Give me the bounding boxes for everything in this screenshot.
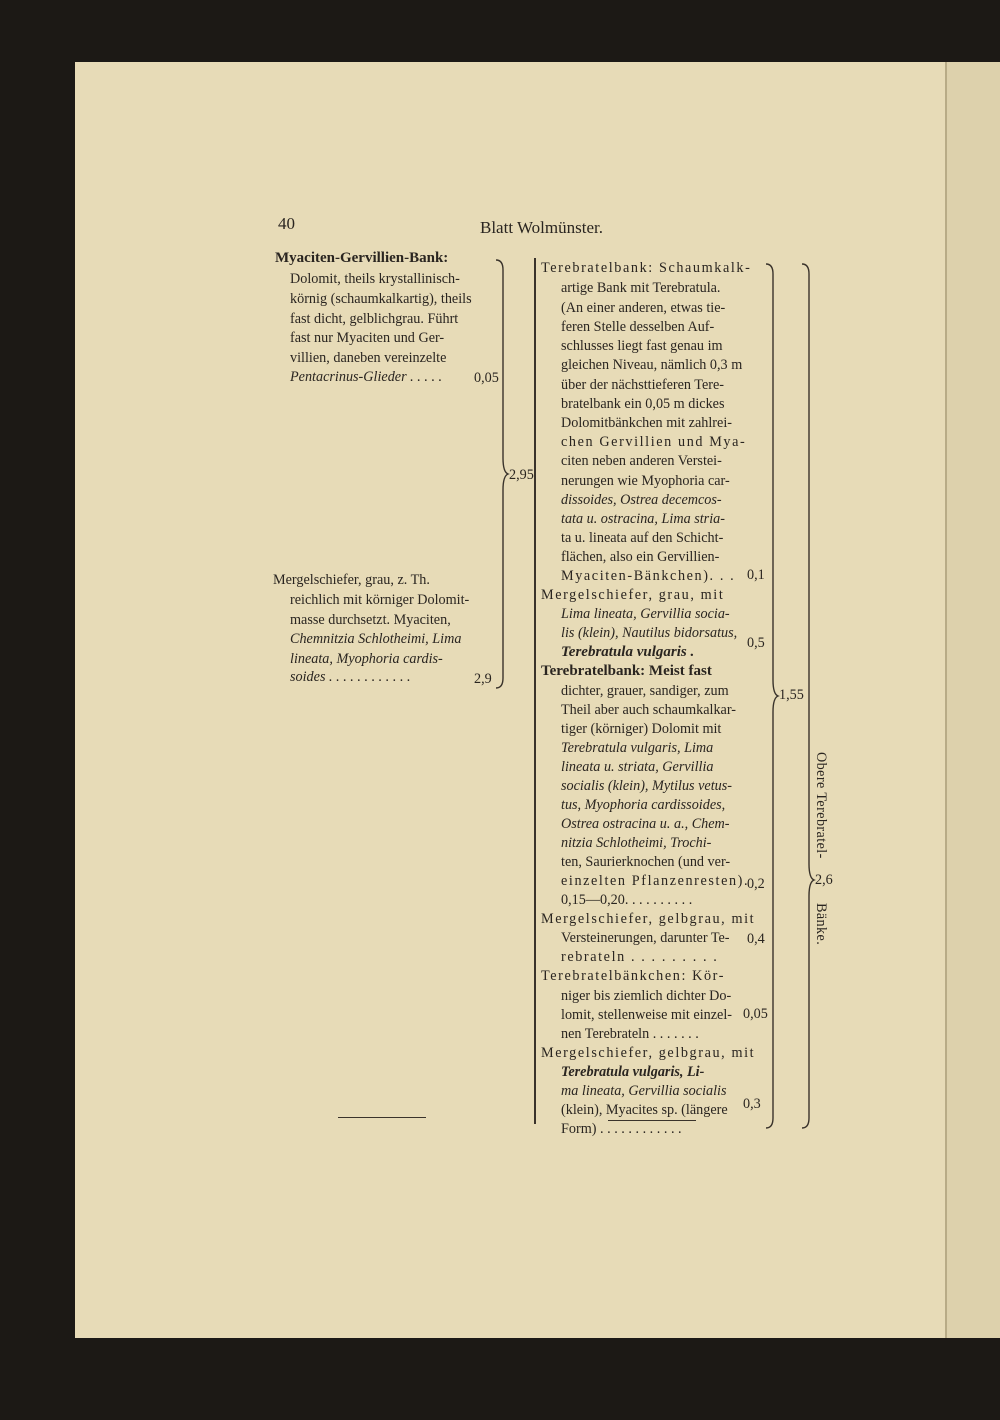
entry-line: dissoides, Ostrea decemcos- (561, 492, 722, 508)
entry-line: Form) . . . . . . . . . . . . (561, 1121, 682, 1137)
entry-line: lis (klein), Nautilus bidorsatus, (561, 625, 738, 641)
entry-line: fast dicht, gelblichgrau. Führt (290, 311, 459, 327)
entry-line: Chemnitzia Schlotheimi, Lima (290, 631, 462, 647)
entry-title: Terebratelbank: Meist fast (541, 663, 712, 679)
entry-line: tata u. ostracina, Lima stria- (561, 511, 725, 527)
entry-line: Terebratula vulgaris . (561, 644, 695, 660)
entry-line: reichlich mit körniger Dolomit- (290, 592, 470, 608)
thickness-value: 0,5 (747, 635, 765, 651)
entry-line: Versteinerungen, darunter Te- (561, 930, 730, 946)
entry-line: chen Gervillien und Mya- (561, 434, 747, 450)
entry-line: schlusses liegt fast genau im (561, 338, 723, 354)
entry-line: Theil aber auch schaumkalkar- (561, 702, 737, 718)
entry-title: Mergelschiefer, gelbgrau, mit (541, 1045, 756, 1061)
page-number: 40 (278, 214, 295, 233)
group-thickness-value: 1,55 (779, 687, 804, 703)
entry-title: Mergelschiefer, gelbgrau, mit (541, 911, 756, 927)
entry-line: citen neben anderen Verstei- (561, 453, 722, 469)
group-label: Obere Terebratel- (813, 752, 829, 859)
brace-left (494, 258, 508, 690)
page-sheet (75, 62, 1000, 1338)
entry-line: Terebratula vulgaris, Lima (561, 740, 714, 756)
entry-line: ma lineata, Gervillia socialis (561, 1083, 727, 1099)
entry-line: niger bis ziemlich dichter Do- (561, 988, 732, 1004)
thickness-value: 0,05 (474, 370, 499, 386)
entry-line: Ostrea ostracina u. a., Chem- (561, 816, 730, 832)
entry-line: gleichen Niveau, nämlich 0,3 m (561, 357, 743, 373)
entry-line: Dolomitbänkchen mit zahlrei- (561, 415, 732, 431)
group-thickness-value: 2,95 (509, 467, 534, 483)
group-thickness-value: 2,6 (815, 872, 833, 888)
entry-line: ten, Saurierknochen (und ver- (561, 854, 731, 870)
entry-line: artige Bank mit Terebratula. (561, 280, 721, 296)
entry-line: Lima lineata, Gervillia socia- (561, 606, 730, 622)
page-edge (945, 62, 1000, 1338)
entry-line: soides . . . . . . . . . . . . (290, 669, 411, 685)
entry-line: Terebratula vulgaris, Li- (561, 1064, 705, 1080)
thickness-value: 2,9 (474, 671, 492, 687)
entry-line: villien, daneben vereinzelte (290, 350, 447, 366)
entry-line: Pentacrinus-Glieder . . . . . (290, 369, 443, 385)
entry-line: über der nächsttieferen Tere- (561, 377, 724, 393)
entry-line: (klein), Myacites sp. (längere (561, 1102, 728, 1118)
end-rule (608, 1120, 696, 1121)
entry-line: fast nur Myaciten und Ger- (290, 330, 445, 346)
entry-line: einzelten Pflanzenresten). (561, 873, 750, 889)
entry-line: bratelbank ein 0,05 m dickes (561, 396, 725, 412)
entry-line: rebrateln . . . . . . . . . (561, 949, 719, 965)
entry-line: tus, Myophoria cardissoides, (561, 797, 726, 813)
entry-line: nitzia Schlotheimi, Trochi- (561, 835, 712, 851)
thickness-value: 0,05 (743, 1006, 768, 1022)
brace-inner (764, 262, 778, 1130)
entry-line: masse durchsetzt. Myaciten, (290, 612, 451, 628)
entry-line: 0,15—0,20. . . . . . . . . . (561, 892, 693, 908)
entry-line: flächen, also ein Gervillien- (561, 549, 720, 565)
entry-title: Myaciten-Gervillien-Bank: (275, 250, 449, 266)
entry-line: lomit, stellenweise mit einzel- (561, 1007, 732, 1023)
entry-title: Terebratelbänkchen: Kör- (541, 968, 726, 984)
entry-title: Terebratelbank: Schaumkalk- (541, 260, 752, 276)
end-rule (338, 1117, 426, 1118)
entry-line: ta u. lineata auf den Schicht- (561, 530, 724, 546)
thickness-value: 0,3 (743, 1096, 761, 1112)
entry-line: (An einer anderen, etwas tie- (561, 300, 726, 316)
entry-line: lineata u. striata, Gervillia (561, 759, 714, 775)
entry-line: nerungen wie Myophoria car- (561, 473, 730, 489)
brace-outer (800, 262, 814, 1130)
thickness-value: 0,2 (747, 876, 765, 892)
entry-line: tiger (körniger) Dolomit mit (561, 721, 722, 737)
entry-line: nen Terebrateln . . . . . . . (561, 1026, 699, 1042)
column-divider (534, 258, 536, 1124)
group-label: Bänke. (813, 903, 829, 946)
entry-line: feren Stelle desselben Auf- (561, 319, 715, 335)
entry-line: lineata, Myophoria cardis- (290, 651, 443, 667)
entry-line: socialis (klein), Mytilus vetus- (561, 778, 732, 794)
thickness-value: 0,1 (747, 567, 765, 583)
entry-line: körnig (schaumkalkartig), theils (290, 291, 472, 307)
running-title: Blatt Wolmünster. (480, 218, 603, 237)
thickness-value: 0,4 (747, 931, 765, 947)
entry-line: Dolomit, theils krystallinisch- (290, 271, 460, 287)
entry-line: Myaciten-Bänkchen). . . (561, 568, 736, 584)
entry-line: dichter, grauer, sandiger, zum (561, 683, 729, 699)
entry-title: Mergelschiefer, grau, mit (541, 587, 725, 603)
entry-title: Mergelschiefer, grau, z. Th. (273, 572, 430, 588)
